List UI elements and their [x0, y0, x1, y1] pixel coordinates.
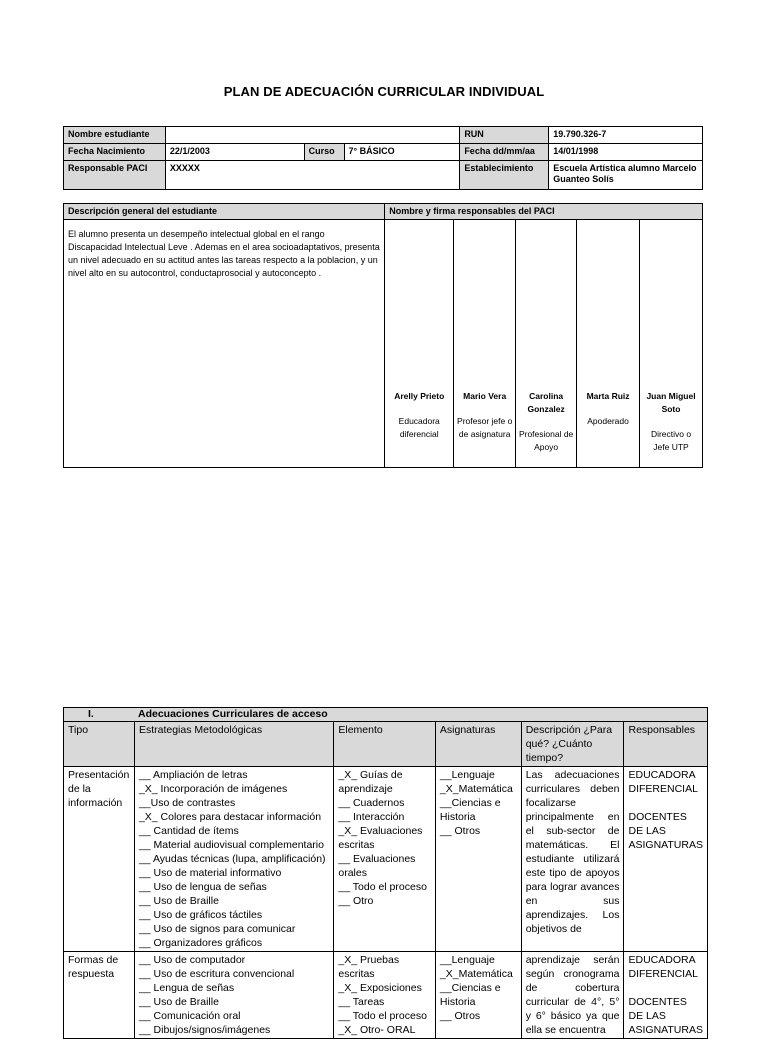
list-item: EDUCADORA DIFERENCIAL [628, 954, 698, 980]
signatory-role: Profesional de Apoyo [518, 429, 574, 452]
description-table [63, 203, 703, 468]
fecha-nacimiento-label: Fecha Nacimiento [64, 144, 166, 161]
desc-header: Descripción general del estudiante [64, 204, 385, 220]
table-row [64, 952, 708, 1039]
list-item: _X_ Pruebas escritas [338, 954, 400, 980]
responsables-cell [624, 767, 708, 952]
list-item: _X_Matemática [439, 783, 513, 795]
signatory-name: Arelly Prieto [394, 391, 445, 401]
fecha-label: Fecha dd/mm/aa [460, 144, 549, 161]
responsables-cell [624, 952, 708, 1039]
list-item: __ Ampliación de letras [138, 769, 248, 781]
list-item: _X_ Exposiciones [338, 982, 422, 994]
run-label: RUN [460, 127, 549, 144]
col-header: Asignaturas [435, 722, 521, 767]
signatory-cell [516, 220, 577, 468]
descripcion-cell: Las adecuaciones curriculares deben focalizarse principalmente en el sub-sector de matemáticas. El estudiante utilizará este tipo de apoyos para lograr avances en sus aprendizajes. Los objetivos de [521, 767, 624, 952]
col-header: Responsables [624, 722, 708, 767]
sign-header: Nombre y firma responsables del PACI [385, 204, 703, 220]
col-header: Tipo [64, 722, 135, 767]
list-item: __ Uso de escritura convencional [138, 968, 295, 980]
tipo-cell: Formas de respuesta [64, 952, 135, 1039]
list-item: __ Cantidad de ítems [138, 825, 239, 837]
elemento-cell [334, 952, 436, 1039]
list-item: DOCENTES DE LAS ASIGNATURAS [628, 811, 703, 851]
list-item: __ Uso de material informativo [138, 867, 282, 879]
list-item: __Lenguaje [439, 954, 495, 966]
establecimiento-value: Escuela Artística alumno Marcelo Guanteo Solís [549, 161, 703, 190]
list-item: __ Dibujos/signos/imágenes [138, 1024, 271, 1036]
list-item: __ Uso de computador [138, 954, 246, 966]
list-item: __Ciencias e Historia [439, 982, 501, 1008]
signatory-cell [577, 220, 640, 468]
list-item: _X_ Guías de aprendizaje [338, 769, 403, 795]
list-item: __ Otros [439, 825, 481, 837]
signatory-name: Mario Vera [463, 391, 507, 401]
signatory-role: Apoderado [587, 416, 629, 426]
curso-label: Curso [304, 144, 344, 161]
list-item: __ Otro [338, 895, 374, 907]
student-info-table [63, 126, 703, 190]
list-item: __Ciencias e Historia [439, 797, 501, 823]
list-item: __ Uso de gráficos táctiles [138, 909, 263, 921]
list-item: __ Uso de Braille [138, 996, 219, 1008]
list-item: __ Ayudas técnicas (lupa, amplificación) [138, 853, 326, 865]
nombre-value [165, 127, 459, 144]
list-item: __ Uso de Braille [138, 895, 219, 907]
descripcion-cell: aprendizaje serán según cronograma de cobertura curricular de 4°, 5° y 6° básico ya que ella se encuentra [521, 952, 624, 1039]
signatory-cell [385, 220, 454, 468]
list-item: _X_ Colores para destacar información [138, 811, 322, 823]
list-item: __ Interacción [338, 811, 405, 823]
signatory-cell [454, 220, 516, 468]
list-item: __ Material audiovisual complementario [138, 839, 324, 851]
list-item: EDUCADORA DIFERENCIAL [628, 769, 698, 795]
estrategias-cell [134, 952, 333, 1039]
asignaturas-cell [435, 952, 521, 1039]
adecuaciones-table [63, 707, 708, 1039]
list-item: _X_ Evaluaciones escritas [338, 825, 423, 851]
signatory-cell [640, 220, 703, 468]
list-item: __ Uso de lengua de señas [138, 881, 267, 893]
student-description: El alumno presenta un desempeño intelectual global en el rango Discapacidad Intelectual Leve . Ademas en el area socioadaptativos, presenta un nivel adecuado en su actitud antes las tareas respecto a la poblacion, y un nivel alto en su autocontrol, conductaprosocial y autoconcepto . [64, 220, 385, 468]
responsable-label: Responsable PACI [64, 161, 166, 190]
list-item: __ Todo el proceso [338, 1010, 427, 1022]
run-value: 19.790.326-7 [549, 127, 703, 144]
list-item: __Lenguaje [439, 769, 495, 781]
list-item: __ Comunicación oral [138, 1010, 241, 1022]
asignaturas-cell [435, 767, 521, 952]
list-item: __ Todo el proceso [338, 881, 427, 893]
signatory-name: Marta Ruiz [586, 391, 630, 401]
list-item: __ Organizadores gráficos [138, 937, 263, 949]
list-item: __Uso de contrastes [138, 797, 236, 809]
list-item: __ Tareas [338, 996, 385, 1008]
tipo-cell: Presentación de la información [64, 767, 135, 952]
list-item: __ Otros [439, 1010, 481, 1022]
estrategias-cell [134, 767, 333, 952]
fecha-value: 14/01/1998 [549, 144, 703, 161]
elemento-cell [334, 767, 436, 952]
list-item: _X_ Incorporación de imágenes [138, 783, 288, 795]
list-item: __ Lengua de señas [138, 982, 235, 994]
curso-value: 7° BÁSICO [344, 144, 460, 161]
list-item: _X_Matemática [439, 968, 513, 980]
col-header: Estrategias Metodológicas [134, 722, 333, 767]
document-title: PLAN DE ADECUACIÓN CURRICULAR INDIVIDUAL [223, 84, 545, 99]
signatory-name: Carolina Gonzalez [527, 391, 565, 414]
list-item: _X_ Otro- ORAL [338, 1024, 416, 1036]
establecimiento-label: Establecimiento [460, 161, 549, 190]
signatory-name: Juan Miguel Soto [646, 391, 696, 414]
section-header [64, 708, 708, 722]
nombre-label: Nombre estudiante [64, 127, 166, 144]
responsable-value: XXXXX [165, 161, 459, 190]
col-header: Elemento [334, 722, 436, 767]
col-header: Descripción ¿Para qué? ¿Cuánto tiempo? [521, 722, 624, 767]
section-title: Adecuaciones Curriculares de acceso [138, 708, 328, 720]
list-item: __ Cuadernos [338, 797, 405, 809]
signatory-role: Educadora diferencial [398, 416, 440, 439]
list-item: __ Evaluaciones orales [338, 853, 416, 879]
table-row [64, 767, 708, 952]
signatory-role: Profesor jefe o de asignatura [457, 416, 513, 439]
signatory-role: Directivo o Jefe UTP [650, 429, 692, 452]
list-item: __ Uso de signos para comunicar [138, 923, 296, 935]
section-number: I. [88, 708, 94, 720]
fecha-nacimiento-value: 22/1/2003 [165, 144, 304, 161]
list-item: DOCENTES DE LAS ASIGNATURAS [628, 996, 703, 1036]
